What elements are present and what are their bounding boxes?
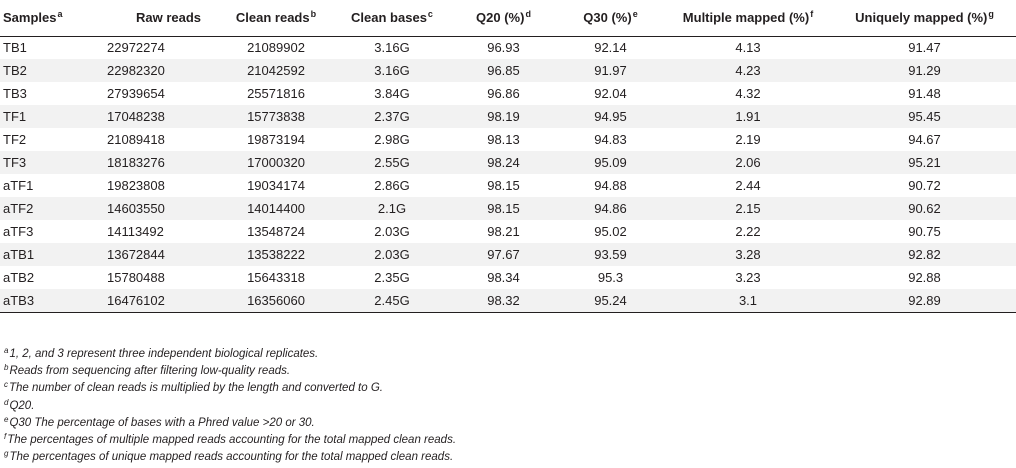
cell-q20: 98.19 <box>449 105 558 128</box>
header-uniquely-mapped: Uniquely mapped (%)$^g$ <box>833 0 1016 36</box>
header-samples: Samples$^a$ <box>0 0 104 36</box>
cell-q20: 98.15 <box>449 197 558 220</box>
cell-uniquely-mapped: 90.72 <box>908 178 941 193</box>
cell-clean-bases: 2.1G <box>335 197 449 220</box>
footnote-mark: d <box>4 397 9 407</box>
cell-sample: TB2 <box>0 59 104 82</box>
table-row <box>0 220 1016 243</box>
cell-uniquely-mapped: 90.62 <box>833 197 1016 220</box>
cell-clean-bases: 2.45G <box>335 289 449 312</box>
header-q30: Q30 (%)$^e$ <box>558 0 663 36</box>
cell-multiple-mapped: 4.23 <box>663 59 833 82</box>
cell-sample: TB3 <box>3 86 27 101</box>
table-row <box>0 197 1016 220</box>
footnote-text: The percentages of multiple mapped reads accounting for the total mapped clean reads. <box>7 434 457 447</box>
table-body <box>0 36 1016 312</box>
cell-sample: aTF2 <box>0 197 104 220</box>
cell-clean-reads: 14014400 <box>217 197 335 220</box>
cell-clean-bases: 2.03G <box>374 224 410 239</box>
cell-uniquely-mapped: 94.67 <box>908 132 941 147</box>
table-row <box>0 128 1016 151</box>
cell-sample: TF3 <box>0 151 104 174</box>
cell-q30: 93.59 <box>558 243 663 266</box>
cell-clean-reads: 21089902 <box>247 40 305 56</box>
cell-raw-reads: 15780488 <box>107 270 165 285</box>
cell-q20: 98.13 <box>487 132 520 147</box>
cell-clean-bases: 3.84G <box>374 86 410 101</box>
footnote <box>4 380 456 397</box>
cell-clean-bases: 2.98G <box>374 132 410 147</box>
cell-multiple-mapped: 2.06 <box>663 151 833 174</box>
cell-clean-reads: 21042592 <box>217 59 335 82</box>
cell-multiple-mapped: 4.32 <box>735 86 761 101</box>
cell-clean-reads: 13548724 <box>247 224 305 239</box>
header-clean-reads: Clean reads$^b$ <box>217 0 335 36</box>
cell-raw-reads: 14113492 <box>107 224 164 239</box>
cell-uniquely-mapped: 91.48 <box>908 86 941 101</box>
cell-q30: 91.97 <box>558 59 663 82</box>
cell-clean-bases: 2.55G <box>335 151 449 174</box>
cell-q20: 96.86 <box>487 86 520 101</box>
cell-uniquely-mapped: 92.88 <box>908 270 941 285</box>
table-header <box>0 0 1016 36</box>
cell-raw-reads: 17048238 <box>104 105 217 128</box>
cell-q30: 95.09 <box>558 151 663 174</box>
table-row <box>0 174 1016 197</box>
cell-clean-reads: 19034174 <box>247 178 305 193</box>
cell-q20: 98.21 <box>487 224 520 239</box>
footnote-text: Q30 The percentage of bases with a Phred value >20 or 30. <box>9 416 315 429</box>
cell-multiple-mapped: 2.19 <box>735 132 761 147</box>
footnote-mark: b <box>4 363 9 373</box>
cell-q30: 95.02 <box>594 224 627 239</box>
cell-q30: 95.3 <box>597 270 624 285</box>
cell-clean-reads: 19873194 <box>247 132 305 147</box>
footnote-text: 1, 2, and 3 represent three independent biological replicates. <box>9 348 319 360</box>
cell-clean-reads: 15643318 <box>247 270 305 285</box>
cell-clean-reads: 16356060 <box>217 289 335 312</box>
cell-clean-bases: 3.16G <box>374 40 410 56</box>
cell-raw-reads: 14603550 <box>104 197 217 220</box>
header-q20: Q20 (%)$^d$ <box>449 0 558 36</box>
table-row <box>0 105 1016 128</box>
footnote-text: The percentages of unique mapped reads accounting for the total mapped clean reads. <box>9 451 454 464</box>
footnote <box>4 449 456 466</box>
footnote-text: Reads from sequencing after filtering low-quality reads. <box>9 365 291 378</box>
footnote-mark: e <box>4 414 9 424</box>
cell-raw-reads: 19823808 <box>107 178 165 193</box>
footnote <box>4 346 456 363</box>
cell-q20: 98.34 <box>487 270 520 285</box>
cell-clean-bases: 3.16G <box>335 59 449 82</box>
footnote-text: The number of clean reads is multiplied by the length and converted to G. <box>9 382 383 395</box>
cell-q30: 95.24 <box>558 289 663 312</box>
table-row <box>0 82 1016 105</box>
cell-q20: 97.67 <box>449 243 558 266</box>
footnotes <box>4 346 456 466</box>
cell-multiple-mapped: 2.44 <box>735 178 761 193</box>
cell-q30: 92.04 <box>594 86 627 101</box>
cell-raw-reads: 21089418 <box>107 132 165 147</box>
footnote <box>4 432 456 449</box>
table-row <box>0 36 1016 59</box>
cell-sample: aTB2 <box>3 270 35 285</box>
cell-raw-reads: 18183276 <box>104 151 217 174</box>
footnote-text: Q20. <box>9 399 35 412</box>
cell-raw-reads: 27939654 <box>107 86 165 101</box>
cell-multiple-mapped: 3.1 <box>663 289 833 312</box>
cell-q20: 96.93 <box>487 40 520 56</box>
footnote <box>4 363 456 380</box>
header-row <box>0 0 1016 36</box>
cell-multiple-mapped: 3.28 <box>663 243 833 266</box>
cell-q20: 96.85 <box>449 59 558 82</box>
cell-clean-reads: 13538222 <box>217 243 335 266</box>
footnote-mark: f <box>4 432 7 442</box>
cell-sample: TB1 <box>3 40 27 56</box>
cell-raw-reads: 13672844 <box>104 243 217 266</box>
cell-clean-bases: 2.03G <box>335 243 449 266</box>
table-row <box>0 243 1016 266</box>
header-raw-reads: Raw reads <box>104 0 217 36</box>
table-row <box>0 59 1016 82</box>
cell-uniquely-mapped: 95.45 <box>833 105 1016 128</box>
cell-sample: aTF1 <box>3 178 34 193</box>
cell-clean-reads: 15773838 <box>217 105 335 128</box>
footnote <box>4 398 456 415</box>
cell-clean-bases: 2.86G <box>374 178 410 193</box>
table-row <box>0 151 1016 174</box>
header-multiple-mapped: Multiple mapped (%)$^f$ <box>663 0 833 36</box>
cell-multiple-mapped: 4.13 <box>735 40 761 56</box>
table-row <box>0 289 1016 312</box>
cell-sample: aTF3 <box>3 224 34 239</box>
cell-raw-reads: 22982320 <box>104 59 217 82</box>
cell-uniquely-mapped: 92.82 <box>833 243 1016 266</box>
cell-multiple-mapped: 3.23 <box>735 270 761 285</box>
header-clean-bases: Clean bases$^c$ <box>335 0 449 36</box>
cell-sample: TF2 <box>3 132 27 147</box>
cell-sample: aTB3 <box>0 289 104 312</box>
table-row <box>0 266 1016 289</box>
cell-clean-bases: 2.37G <box>335 105 449 128</box>
cell-q20: 98.32 <box>449 289 558 312</box>
cell-uniquely-mapped: 90.75 <box>908 224 941 239</box>
cell-multiple-mapped: 2.22 <box>735 224 761 239</box>
cell-q20: 98.24 <box>449 151 558 174</box>
cell-sample: aTB1 <box>0 243 104 266</box>
cell-q30: 94.95 <box>558 105 663 128</box>
cell-multiple-mapped: 2.15 <box>663 197 833 220</box>
cell-clean-bases: 2.35G <box>374 270 410 285</box>
cell-multiple-mapped: 1.91 <box>663 105 833 128</box>
cell-q30: 92.14 <box>594 40 627 56</box>
cell-uniquely-mapped: 92.89 <box>833 289 1016 312</box>
cell-q30: 94.86 <box>558 197 663 220</box>
cell-q30: 94.83 <box>594 132 627 147</box>
cell-q20: 98.15 <box>487 178 520 193</box>
footnote-mark: c <box>4 380 8 390</box>
cell-raw-reads: 22972274 <box>107 40 165 56</box>
cell-clean-reads: 17000320 <box>217 151 335 174</box>
cell-q30: 94.88 <box>594 178 627 193</box>
cell-uniquely-mapped: 91.47 <box>908 40 941 56</box>
footnote-mark: g <box>4 449 9 459</box>
cell-raw-reads: 16476102 <box>104 289 217 312</box>
cell-clean-reads: 25571816 <box>247 86 305 101</box>
cell-uniquely-mapped: 95.21 <box>833 151 1016 174</box>
footnote <box>4 415 456 432</box>
cell-sample: TF1 <box>0 105 104 128</box>
cell-uniquely-mapped: 91.29 <box>833 59 1016 82</box>
footnote-mark: a <box>4 346 9 355</box>
